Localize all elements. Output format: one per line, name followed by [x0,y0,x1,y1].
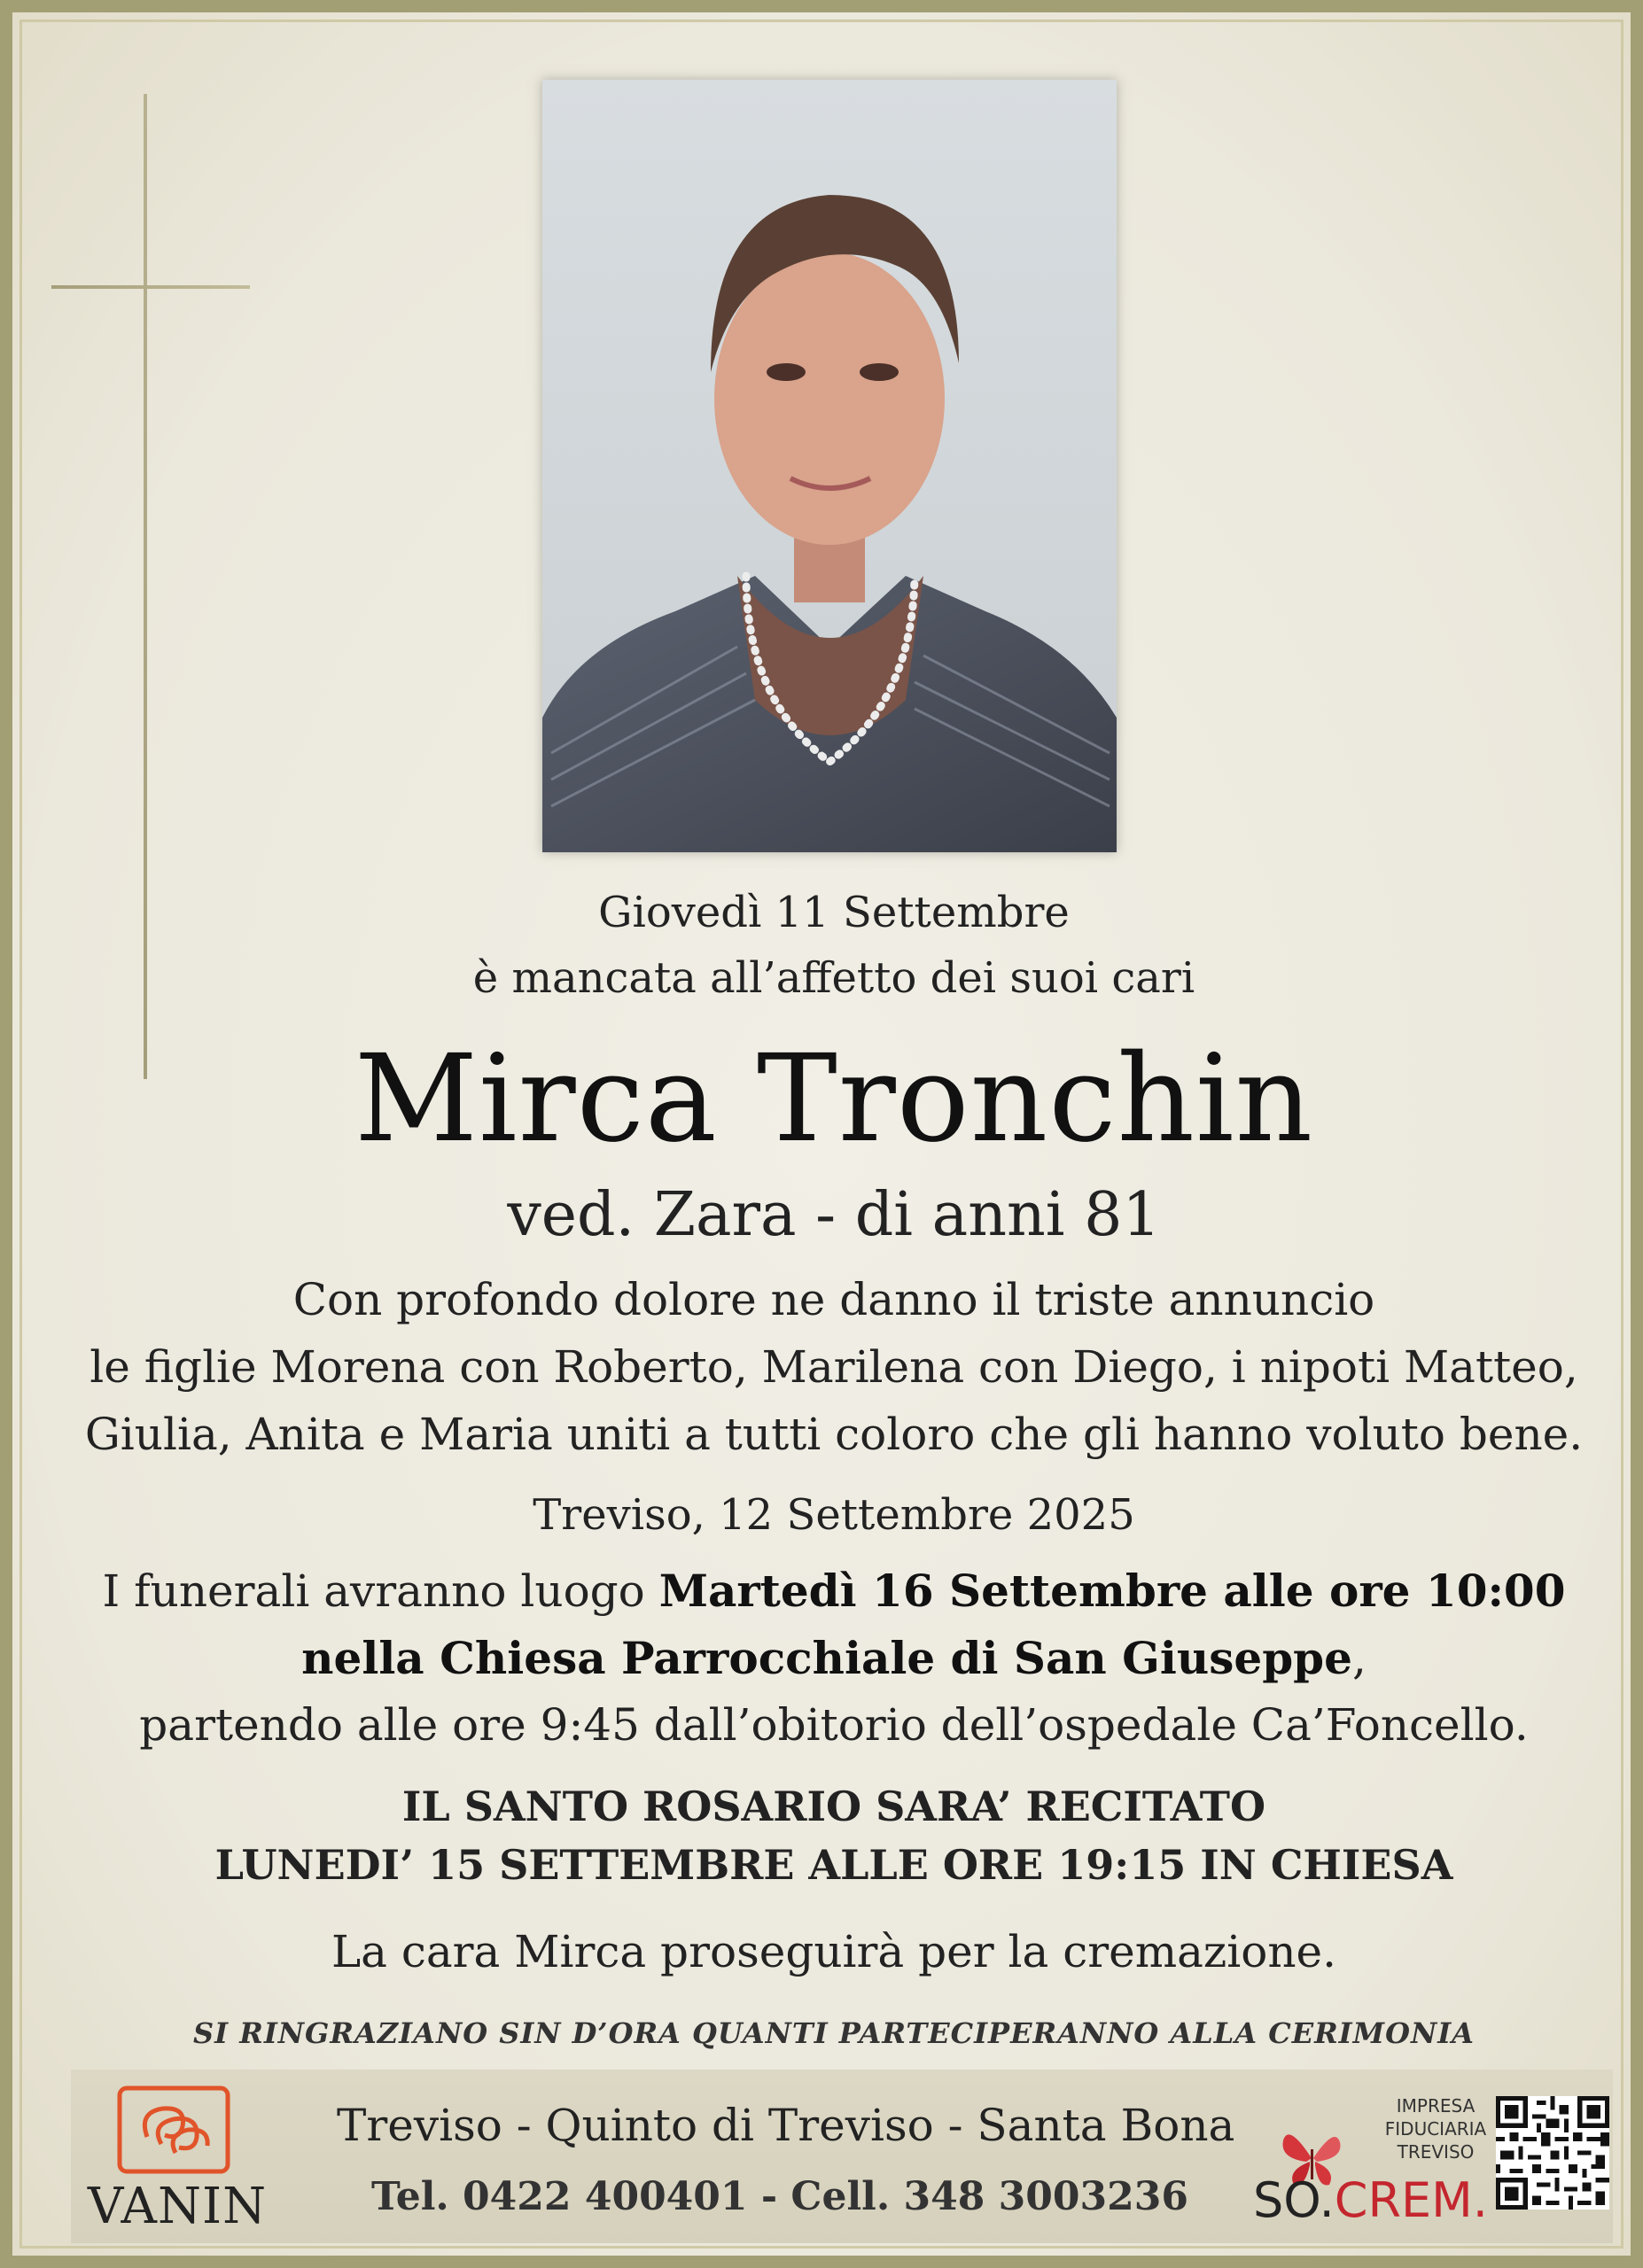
funeral-where: nella Chiesa Parrocchiale di San Giuseppe [301,1632,1352,1684]
socrem-logo [1253,2172,1488,2228]
cross-icon-bar [51,285,250,289]
death-date: Giovedì 11 Settembre [598,888,1070,937]
socrem-so: SO. [1253,2172,1335,2228]
body-line: Giulia, Anita e Maria uniti a tutti coloro che gli hanno voluto bene. [84,1409,1584,1460]
funeral-prefix: I funerali avranno luogo [102,1565,659,1617]
rosary-line: LUNEDI’ 15 SETTEMBRE ALLE ORE 19:15 IN CHIESA [214,1841,1453,1889]
funeral-when: Martedì 16 Settembre alle ore 10:00 [658,1565,1566,1617]
footer-locations: Treviso - Quinto di Treviso - Santa Bona [337,2100,1235,2151]
socrem-crem: CREM. [1334,2172,1488,2228]
agency-line: IMPRESA [1396,2095,1476,2117]
cremation-note: La cara Mirca proseguirà per la cremazione. [331,1926,1337,1977]
place-date: Treviso, 12 Settembre 2025 [533,1490,1135,1540]
funeral-departure: partendo alle ore 9:45 dall’obitorio dell’ospedale Ca’Foncello. [139,1699,1529,1751]
qr-code[interactable] [1496,2096,1609,2210]
agency-line: TREVISO [1397,2141,1475,2163]
agency-line: FIDUCIARIA [1384,2118,1487,2140]
funeral-line [12,1565,1643,1617]
funeral-where-suffix: , [1351,1633,1367,1684]
funeral-home-footer [71,2070,1613,2243]
deceased-name: Mirca Tronchin [354,1029,1314,1169]
intro-text: è mancata all’affetto dei suoi cari [472,953,1195,1003]
deceased-subtitle: ved. Zara - di anni 81 [507,1180,1161,1250]
portrait-illustration [542,80,1117,852]
thanks-note: SI RINGRAZIANO SIN D’ORA QUANTI PARTECIPERANNO ALLA CERIMONIA [193,2016,1475,2050]
vanin-brand: VANIN [87,2178,268,2235]
funeral-location-line [12,1632,1643,1684]
portrait-photo [542,80,1117,852]
body-line: le figlie Morena con Roberto, Marilena con Diego, i nipoti Matteo, [90,1341,1578,1393]
rosary-line: IL SANTO ROSARIO SARA’ RECITATO [401,1783,1266,1830]
body-line: Con profondo dolore ne danno il triste annuncio [292,1274,1375,1325]
vanin-logo-icon [117,2085,230,2174]
footer-phones: Tel. 0422 400401 - Cell. 348 3003236 [371,2174,1188,2219]
agency-label [1356,2094,1515,2163]
